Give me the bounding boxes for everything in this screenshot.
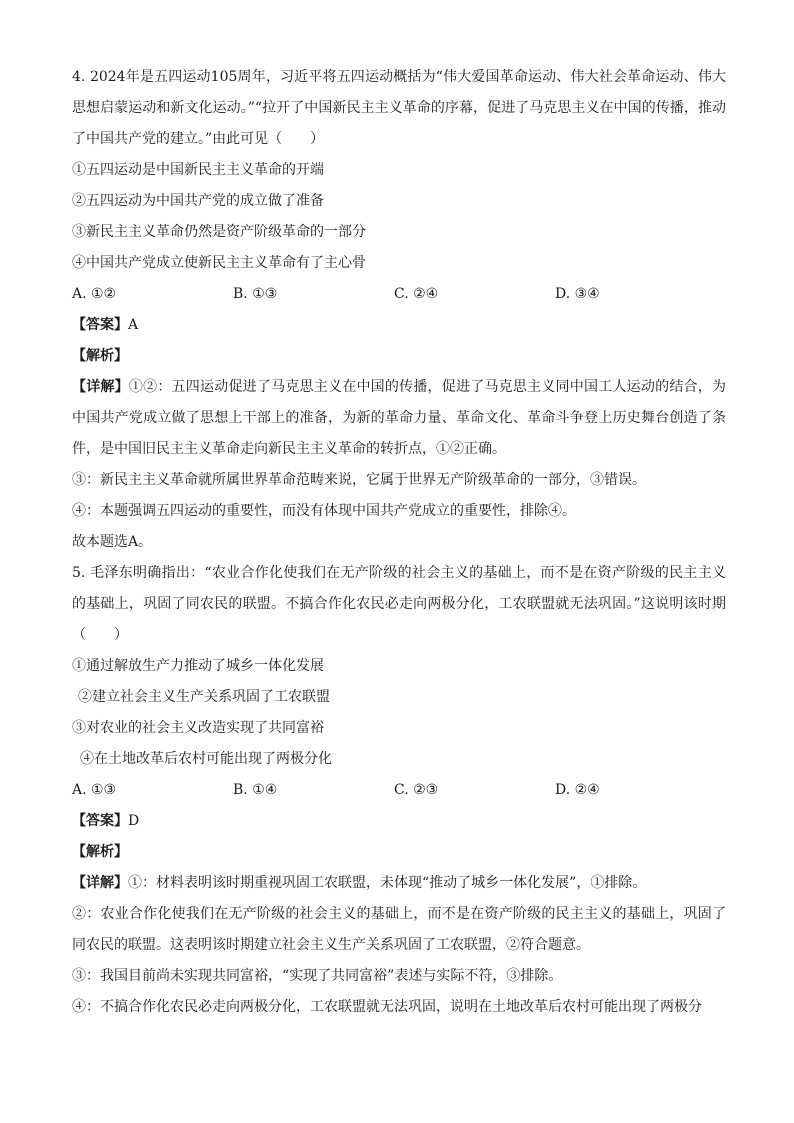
q5-answer-label: 【答案】 bbox=[72, 813, 128, 829]
q4-conclusion: 故本题选A。 bbox=[72, 534, 153, 550]
q5-detail-1 bbox=[72, 868, 726, 899]
q4-options bbox=[72, 279, 726, 310]
q5-options bbox=[72, 775, 726, 806]
q4-answer bbox=[72, 310, 726, 341]
q5-detail-1-text: ①：材料表明该时期重视巩固工农联盟，未体现“推动了城乡一体化发展”，①排除。 bbox=[128, 875, 647, 891]
q5-option-c: C. ②③ bbox=[394, 782, 439, 798]
q5-detail-3: ③：我国目前尚未实现共同富裕，“实现了共同富裕”表述与实际不符，③排除。 bbox=[72, 968, 563, 984]
q4-item-3: ③新民主主义革命仍然是资产阶级革命的一部分 bbox=[72, 224, 366, 240]
document-page bbox=[72, 62, 726, 1023]
q4-detail-1 bbox=[72, 372, 726, 465]
q5-answer bbox=[72, 806, 726, 837]
q5-item-2: ②建立社会主义生产关系巩固了工农联盟 bbox=[78, 689, 330, 705]
q4-option-c: C. ②④ bbox=[394, 286, 439, 302]
q4-detail-label: 【详解】 bbox=[72, 379, 129, 395]
q4-analysis-label: 【解析】 bbox=[72, 348, 128, 364]
q5-item-3: ③对农业的社会主义改造实现了共同富裕 bbox=[72, 720, 324, 736]
q4-item-2: ②五四运动为中国共产党的成立做了准备 bbox=[72, 193, 324, 209]
q4-option-d: D. ③④ bbox=[555, 286, 600, 302]
q4-option-a: A. ①② bbox=[72, 286, 117, 302]
q5-option-a: A. ①③ bbox=[72, 782, 117, 798]
q4-item-1: ①五四运动是中国新民主主义革命的开端 bbox=[72, 162, 324, 178]
q5-stem: 5. 毛泽东明确指出：“农业合作化使我们在无产阶级的社会主义的基础上，而不是在资产阶级的民主主义的基础上，巩固了同农民的联盟。不搞合作化农民必走向两极分化，工农联盟就无法巩固。”这说明该时期（ ） bbox=[72, 565, 726, 643]
q4-option-b: B. ①③ bbox=[233, 286, 278, 302]
q4-detail-3: ④：本题强调五四运动的重要性，而没有体现中国共产党成立的重要性，排除④。 bbox=[72, 503, 576, 519]
q5-item-4: ④在土地改革后农村可能出现了两极分化 bbox=[80, 751, 332, 767]
q5-answer-value: D bbox=[128, 813, 140, 829]
q5-detail-4: ④：不搞合作化农民必走向两极分化，工农联盟就无法巩固，说明在土地改革后农村可能出现了两极分 bbox=[72, 999, 702, 1015]
q5-detail-2: ②：农业合作化使我们在无产阶级的社会主义的基础上，而不是在资产阶级的民主主义的基础上，巩固了同农民的联盟。这表明该时期建立社会主义生产关系巩固了工农联盟，②符合题意。 bbox=[72, 906, 726, 953]
q5-detail-label: 【详解】 bbox=[72, 875, 128, 891]
q4-stem: 4. 2024年是五四运动105周年，习近平将五四运动概括为“伟大爱国革命运动、伟大社会革命运动、伟大思想启蒙运动和新文化运动。”“拉开了中国新民主主义革命的序幕，促进了马克思主义在中国的传播，推动了中国共产党的建立。”由此可见（ ） bbox=[72, 69, 726, 147]
q5-analysis-label: 【解析】 bbox=[72, 844, 128, 860]
q4-item-4: ④中国共产党成立使新民主主义革命有了主心骨 bbox=[72, 255, 366, 271]
q4-detail-2: ③：新民主主义革命就所属世界革命范畴来说，它属于世界无产阶级革命的一部分，③错误。 bbox=[72, 472, 646, 488]
q4-answer-value: A bbox=[128, 317, 139, 333]
q5-option-d: D. ②④ bbox=[555, 782, 600, 798]
q4-detail-1-text: ①②：五四运动促进了马克思主义在中国的传播，促进了马克思主义同中国工人运动的结合，为中国共产党成立做了思想上干部上的准备，为新的革命力量、革命文化、革命斗争登上历史舞台创造了条件，是中国旧民主主义革命走向新民主主义革命的转折点，①②正确。 bbox=[72, 379, 726, 457]
q4-answer-label: 【答案】 bbox=[72, 317, 128, 333]
q5-option-b: B. ①④ bbox=[233, 782, 278, 798]
q5-item-1: ①通过解放生产力推动了城乡一体化发展 bbox=[72, 658, 324, 674]
